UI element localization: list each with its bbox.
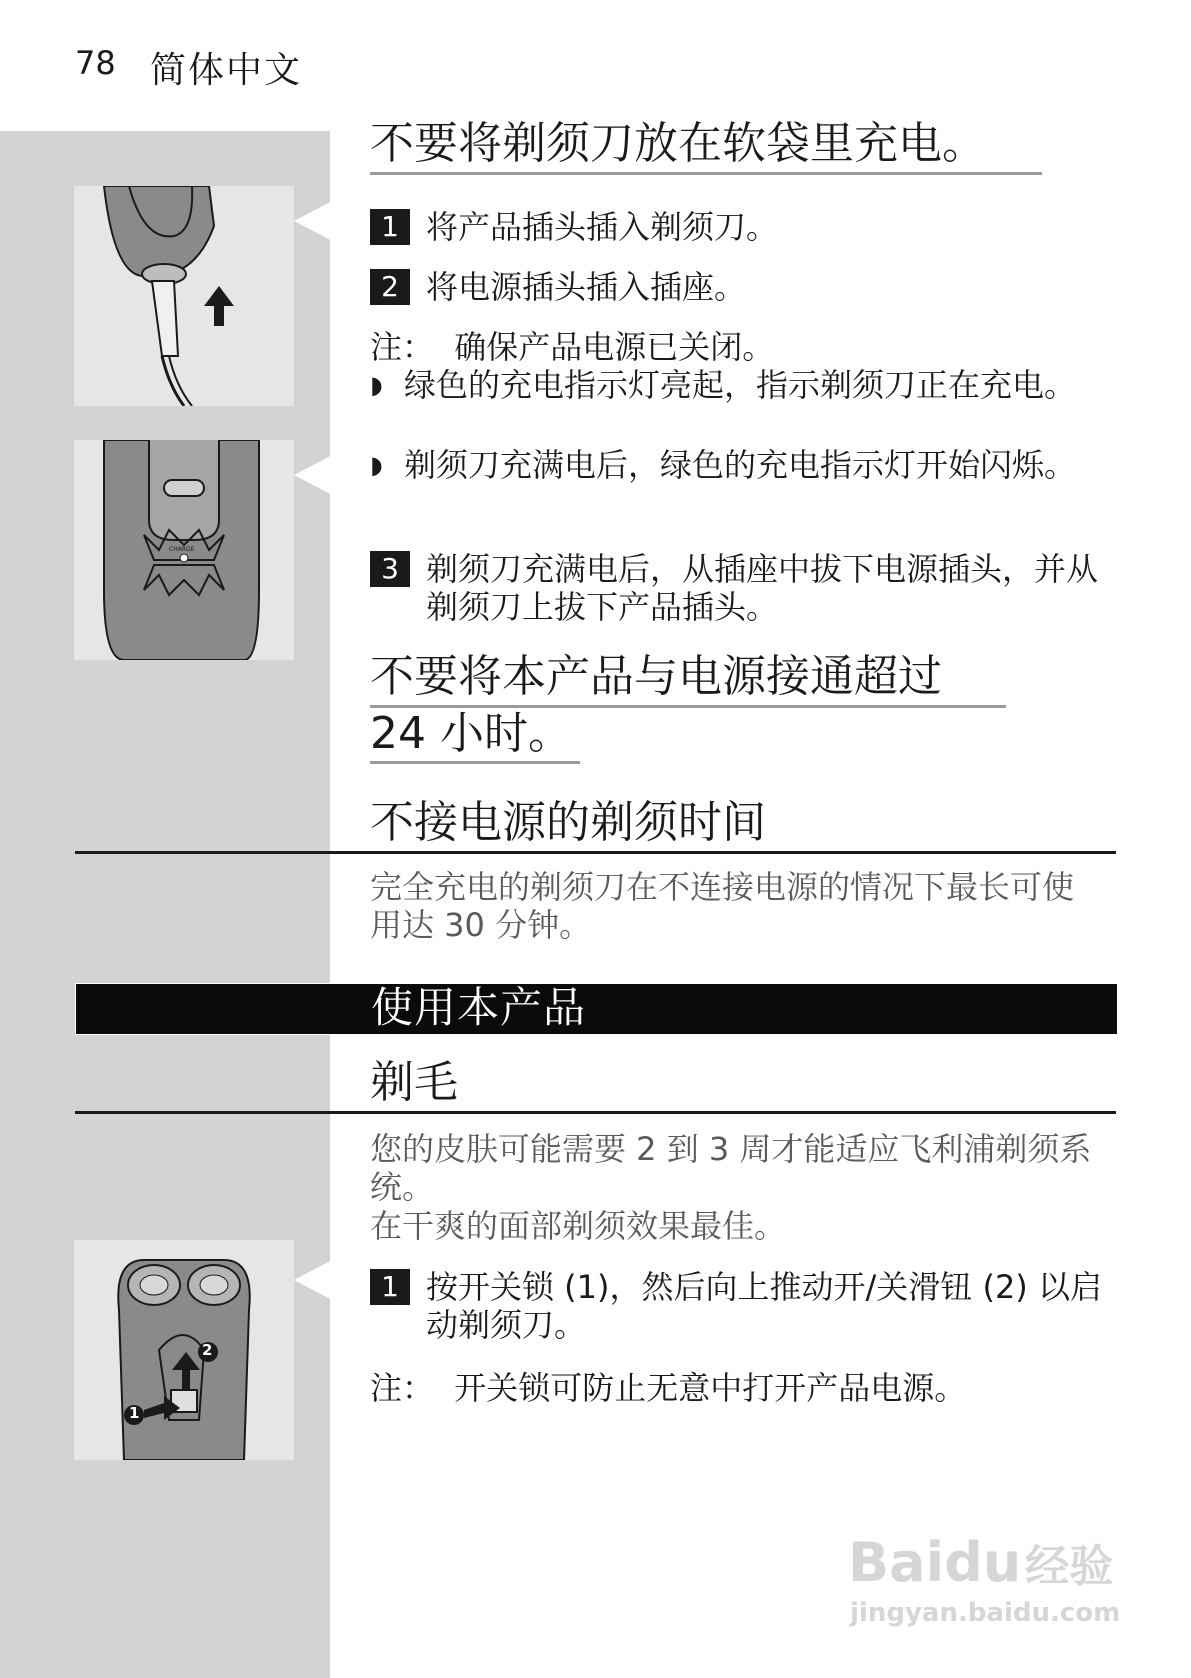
- step-text: 将产品插头插入剃须刀。: [426, 208, 779, 246]
- heading-underline: [370, 172, 1042, 175]
- shaving-title: 剃毛: [370, 1057, 458, 1108]
- section-rule: [75, 1111, 1116, 1114]
- heading-24h-line1: 不要将本产品与电源接通超过: [370, 651, 942, 702]
- note-switch-lock: [370, 1369, 966, 1407]
- step-text: 按开关锁 (1)，然后向上推动开/关滑钮 (2) 以启动剃须刀。: [426, 1268, 1102, 1344]
- step-text: 将电源插头插入插座。: [426, 268, 747, 306]
- bullet-charging: [370, 366, 1090, 404]
- cordless-title: 不接电源的剃须时间: [370, 797, 766, 848]
- illustration-charge-light: [74, 440, 294, 660]
- page-number: 78: [75, 44, 116, 82]
- step-number: 1: [370, 1269, 410, 1305]
- step-number: 1: [370, 209, 410, 245]
- bullet-marker-icon: ◗: [370, 451, 383, 479]
- illustration-pointer: [294, 453, 336, 497]
- note-label: 注：: [370, 328, 435, 366]
- step-1: [370, 208, 1110, 246]
- watermark-logo: Baidu经验: [848, 1531, 1114, 1594]
- step-number: 2: [370, 269, 410, 305]
- section-title: 使用本产品: [371, 983, 587, 1032]
- callout-1: 1: [129, 1404, 140, 1422]
- step-text: 剃须刀充满电后，从插座中拔下电源插头，并从剃须刀上拔下产品插头。: [426, 550, 1099, 626]
- illustration-switch-lock: [74, 1240, 294, 1460]
- charge-label: CHARGE: [169, 546, 195, 553]
- note-power-off: [370, 328, 774, 366]
- bullet-text: 剃须刀充满电后，绿色的充电指示灯开始闪烁。: [404, 446, 1077, 484]
- note-text: 确保产品电源已关闭。: [454, 328, 775, 366]
- step-number: 3: [370, 551, 410, 587]
- bullet-full: [370, 446, 1090, 484]
- note-text: 开关锁可防止无意中打开产品电源。: [454, 1369, 967, 1407]
- shaving-para1: 您的皮肤可能需要 2 到 3 周才能适应飞利浦剃须系统。: [370, 1130, 1092, 1206]
- bullet-text: 绿色的充电指示灯亮起，指示剃须刀正在充电。: [404, 366, 1077, 404]
- shaving-step-1: [370, 1268, 1105, 1344]
- illustration-pointer: [294, 199, 336, 243]
- heading-24h-line2: 24 小时。: [370, 708, 572, 759]
- callout-2: 2: [202, 1341, 213, 1359]
- illustration-pointer: [294, 1258, 336, 1302]
- shaving-para2: 在干爽的面部剃须效果最佳。: [370, 1207, 787, 1245]
- step-2: [370, 268, 1110, 306]
- note-label: 注：: [370, 1369, 435, 1407]
- heading-no-soft-pouch: 不要将剃须刀放在软袋里充电。: [370, 118, 986, 169]
- page-language: 简体中文: [150, 50, 303, 91]
- heading-underline: [370, 761, 580, 764]
- watermark-url: jingyan.baidu.com: [850, 1598, 1121, 1628]
- section-bar-using: [75, 983, 1118, 1035]
- cordless-text: 完全充电的剃须刀在不连接电源的情况下最长可使用达 30 分钟。: [370, 868, 1075, 944]
- bullet-marker-icon: ◗: [370, 371, 383, 399]
- illustration-plug-insert: [74, 186, 294, 406]
- step-3: [370, 550, 1100, 626]
- section-rule: [75, 851, 1116, 854]
